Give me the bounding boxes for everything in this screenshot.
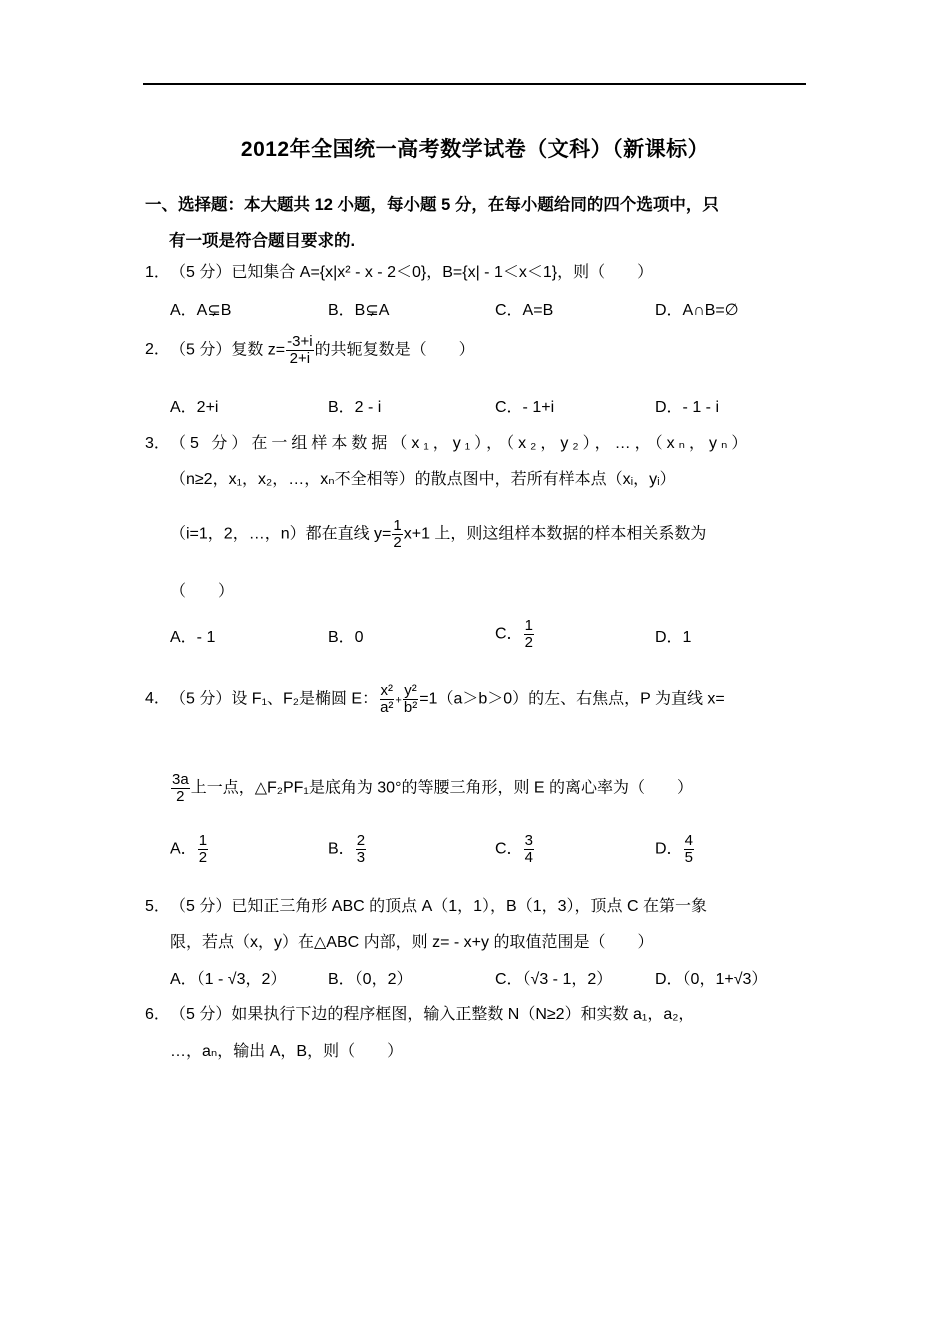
fraction-numerator: 3 (524, 832, 533, 849)
fraction (379, 683, 394, 716)
fraction-denominator: 2 (524, 633, 533, 651)
option-a (170, 833, 209, 866)
fraction-denominator: b² (403, 698, 418, 716)
question-text-pre: （5 分）设 F₁、F₂是椭圆 E： (170, 690, 379, 708)
fraction-numerator: -3+i (287, 333, 313, 350)
option-c: C．A=B (495, 302, 554, 319)
question-6 (145, 1001, 694, 1024)
section-heading-line1: 一、选择题：本大题共 12 小题，每小题 5 分，在每小题给同的四个选项中，只 (145, 196, 719, 214)
question-text-line1: （5 分）如果执行下边的程序框图，输入正整数 N（N≥2）和实数 a₁，a₂， (170, 1006, 695, 1023)
question-text-post: 的共轭复数是（ ） (314, 341, 475, 359)
fraction (684, 833, 694, 866)
fraction-numerator: y² (404, 682, 417, 699)
question-3-line2: （n≥2，x₁，x₂，…，xₙ不全相等）的散点图中，若所有样本点（xᵢ，yᵢ） (170, 471, 676, 488)
option-d: D．1 (655, 629, 692, 646)
section-heading-line2: 有一项是符合题目要求的. (169, 232, 356, 250)
option-label: A． (170, 840, 197, 858)
question-number: 4． (145, 690, 170, 708)
question-number: 3． (145, 435, 170, 452)
option-d: D．- 1 - i (655, 399, 720, 416)
question-text-line1: （5 分）已知正三角形 ABC 的顶点 A（1，1），B（1，3），顶点 C 在第一象 (170, 898, 707, 915)
question-5-line2: 限，若点（x，y）在△ABC 内部，则 z= - x+y 的取值范围是（ ） (170, 934, 654, 951)
fraction (524, 618, 534, 651)
question-4-line2 (170, 772, 693, 805)
question-text-pre: （5 分）复数 z= (170, 341, 286, 359)
question-text: （5 分）已知集合 A={x|x² - x - 2＜0}，B={x| - 1＜x＜1}，则（ ） (170, 264, 654, 281)
question-number: 1． (145, 264, 170, 281)
fraction (198, 833, 208, 866)
option-b: B．B⊊A (328, 302, 390, 319)
option-label: D． (655, 840, 683, 858)
option-c (495, 618, 535, 651)
plus-sign: + (395, 694, 402, 707)
option-a: A．- 1 (170, 629, 216, 646)
fraction-numerator: 1 (393, 517, 402, 534)
option-d: D．A∩B=∅ (655, 302, 739, 319)
question-1 (145, 259, 653, 282)
question-text-pre: （i=1，2，…，n）都在直线 y= (170, 525, 392, 543)
option-label: C． (495, 840, 523, 858)
fraction-denominator: 5 (684, 848, 693, 866)
option-a: A．（1 - √3，2） (170, 971, 287, 988)
fraction-denominator: 3 (356, 848, 366, 866)
question-5 (145, 893, 707, 916)
fraction-denominator: 2+i (289, 349, 311, 367)
question-3-line4: （ ） (170, 583, 235, 600)
fraction-denominator: a² (380, 698, 394, 716)
question-text-line1: （5 分）在一组样本数据（x₁，y₁），（x₂，y₂），…，（xₙ，yₙ） (170, 435, 752, 452)
fraction-numerator: x² (380, 682, 393, 699)
option-c (495, 833, 535, 866)
question-number: 2． (145, 341, 170, 359)
section-heading (145, 187, 810, 259)
fraction (524, 833, 534, 866)
fraction-denominator: 4 (524, 848, 533, 866)
fraction (171, 772, 190, 805)
option-c: C．- 1+i (495, 399, 555, 416)
fraction (392, 518, 402, 551)
fraction (356, 833, 366, 866)
option-d: D．（0，1+√3） (655, 971, 768, 988)
option-a: A．2+i (170, 399, 219, 416)
fraction (286, 334, 313, 367)
question-6-line2: …，aₙ，输出 A，B，则（ ） (170, 1043, 404, 1060)
question-text-post: 上一点，△F₂PF₁是底角为 30°的等腰三角形，则 E 的离心率为（ ） (190, 779, 694, 797)
question-3 (145, 430, 751, 453)
option-b (328, 833, 367, 866)
fraction-numerator: 1 (198, 832, 208, 849)
question-3-line3 (170, 518, 706, 551)
question-number: 6． (145, 1006, 170, 1023)
fraction-denominator: 2 (176, 787, 185, 805)
option-d (655, 833, 695, 866)
option-b: B．0 (328, 629, 364, 646)
option-label: C． (495, 625, 523, 643)
question-text-post: =1（a＞b＞0）的左、右焦点，P 为直线 x= (419, 690, 725, 708)
header-rule (143, 83, 806, 85)
fraction-numerator: 2 (356, 832, 366, 849)
option-a: A．A⊊B (170, 302, 232, 319)
option-c: C．（√3 - 1，2） (495, 971, 613, 988)
question-2 (145, 334, 475, 367)
option-b: B．（0，2） (328, 971, 413, 988)
fraction-numerator: 1 (524, 617, 533, 634)
fraction-numerator: 3a (172, 771, 189, 788)
fraction-numerator: 4 (684, 832, 693, 849)
question-4 (145, 683, 725, 716)
option-b: B．2 - i (328, 399, 382, 416)
question-text-post: x+1 上，则这组样本数据的样本相关系数为 (403, 525, 707, 543)
option-label: B． (328, 840, 355, 858)
fraction-denominator: 2 (198, 848, 208, 866)
page-title: 2012年全国统一高考数学试卷（文科）（新课标） (240, 138, 710, 161)
fraction (403, 683, 418, 716)
fraction-denominator: 2 (393, 533, 402, 551)
question-number: 5． (145, 898, 170, 915)
